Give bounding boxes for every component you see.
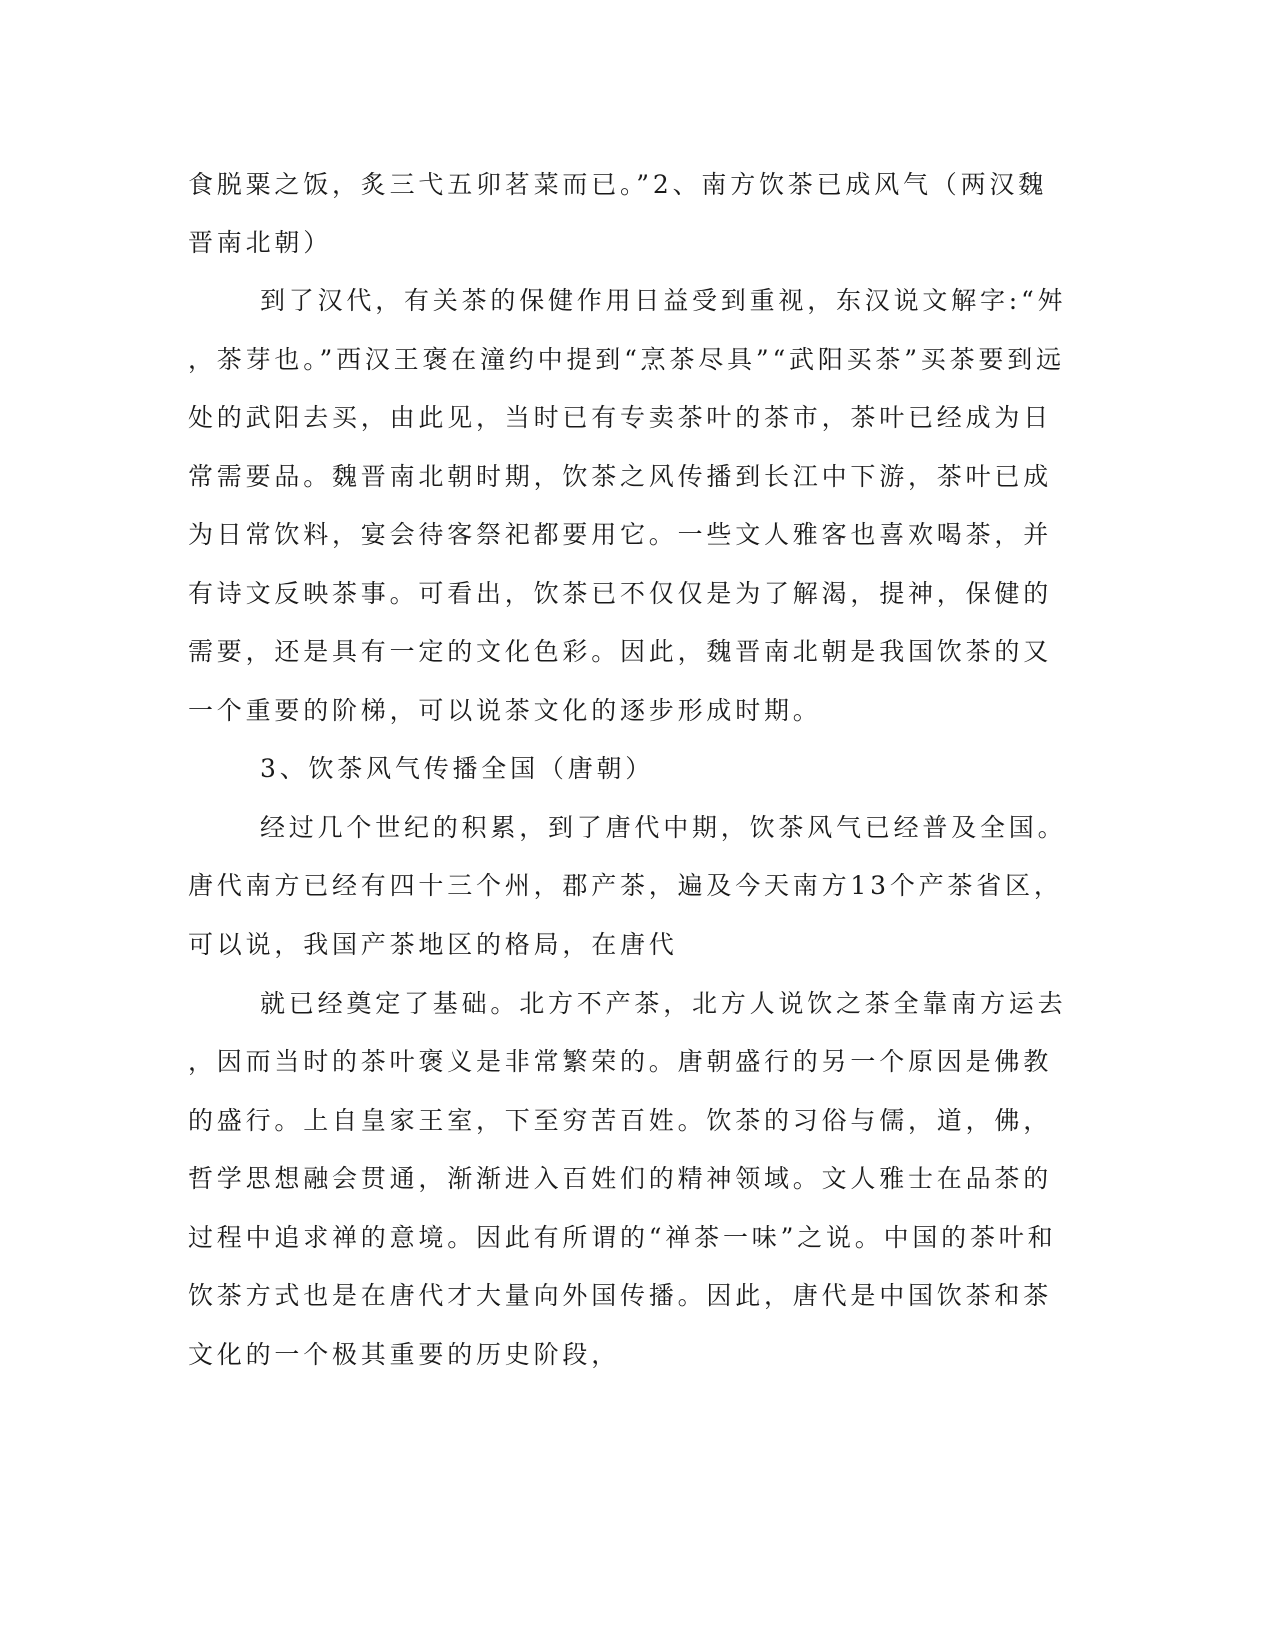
text-line: 为日常饮料，宴会待客祭祀都要用它。一些文人雅客也喜欢喝茶，并 (188, 520, 1053, 549)
text-line: 需要，还是具有一定的文化色彩。因此，魏晋南北朝是我国饮茶的又 (188, 637, 1053, 666)
text-line: 处的武阳去买，由此见，当时已有专卖茶叶的茶市，茶叶已经成为日 (188, 403, 1053, 432)
text-line: 文化的一个极其重要的历史阶段， (188, 1340, 621, 1369)
text-line: 食脱粟之饭，炙三弋五卯茗菜而已。”2、南方饮茶已成风气（两汉魏 (188, 170, 1047, 199)
text-line: 过程中追求禅的意境。因此有所谓的“禅茶一味”之说。中国的茶叶和 (188, 1223, 1057, 1252)
text-line: 唐代南方已经有四十三个州，郡产茶，遍及今天南方13个产茶省区， (188, 871, 1063, 900)
text-line: ，茶芽也。”西汉王褒在潼约中提到“烹茶尽具”“武阳买茶”买茶要到远 (188, 345, 1065, 374)
text-line: 饮茶方式也是在唐代才大量向外国传播。因此，唐代是中国饮茶和茶 (188, 1281, 1053, 1310)
section-heading: 3、饮茶风气传播全国（唐朝） (260, 754, 655, 783)
paragraph-start-line: 到了汉代，有关茶的保健作用日益受到重视，东汉说文解字:“舛 (260, 286, 1067, 315)
text-line: ，因而当时的茶叶褒义是非常繁荣的。唐朝盛行的另一个原因是佛教 (188, 1047, 1053, 1076)
text-line: 哲学思想融会贯通，渐渐进入百姓们的精神领域。文人雅士在品茶的 (188, 1164, 1053, 1193)
paragraph-start-line: 就已经奠定了基础。北方不产茶，北方人说饮之茶全靠南方运去 (260, 989, 1067, 1018)
text-line: 一个重要的阶梯，可以说茶文化的逐步形成时期。 (188, 696, 822, 725)
text-line: 有诗文反映茶事。可看出，饮茶已不仅仅是为了解渴，提神，保健的 (188, 579, 1053, 608)
text-line: 常需要品。魏晋南北朝时期，饮茶之风传播到长江中下游，茶叶已成 (188, 462, 1053, 491)
paragraph-start-line: 经过几个世纪的积累，到了唐代中期，饮茶风气已经普及全国。 (260, 813, 1067, 842)
text-line: 晋南北朝） (188, 228, 333, 257)
text-line: 的盛行。上自皇家王室，下至穷苦百姓。饮茶的习俗与儒，道，佛， (188, 1106, 1053, 1135)
text-line: 可以说，我国产茶地区的格局，在唐代 (188, 930, 678, 959)
